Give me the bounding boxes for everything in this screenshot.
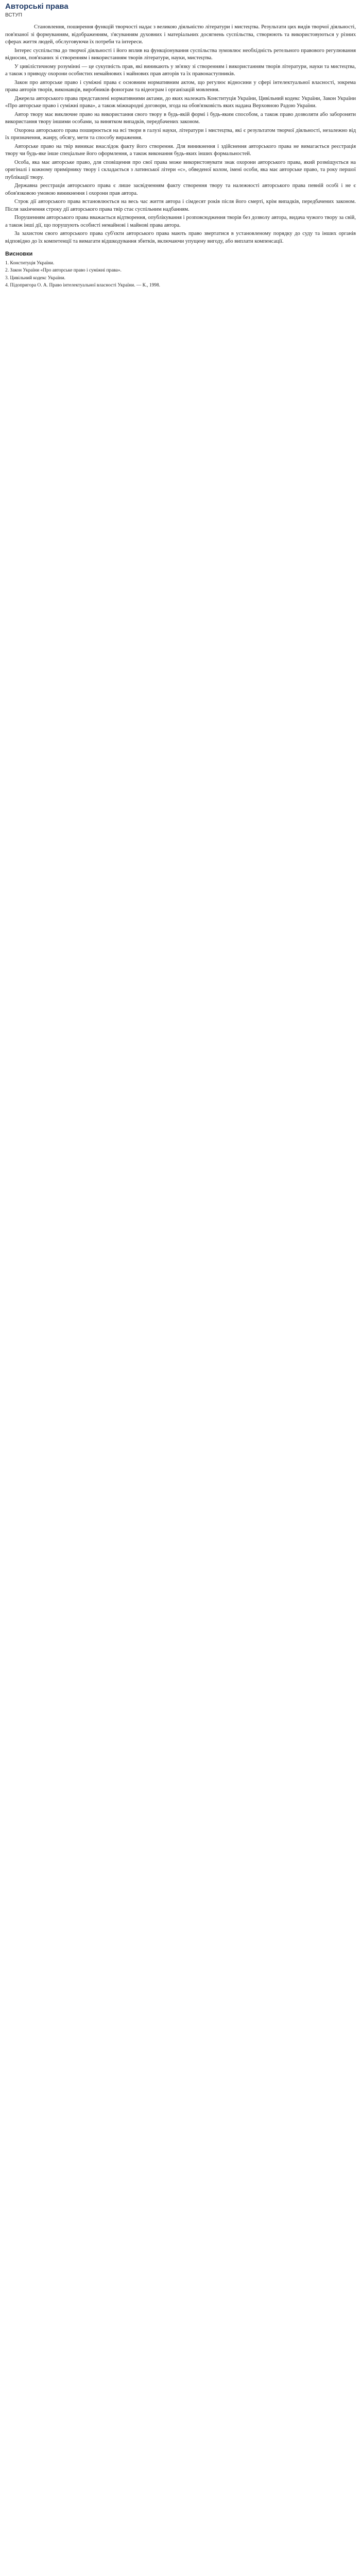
reference-item: 4. Підопригора О. А. Право інтелектуальної власності України. — К., 1998.: [5, 283, 160, 288]
document-content: [0, 0, 361, 289]
paragraph: У цивілістичному розумінні — це сукупність прав, які виникають у зв'язку зі створенням і використанням творів літератури, науки та мистецтва, а також з приводу охорони особистих немайнових і майнових прав авторів та їх правонаступників.: [5, 63, 356, 77]
notes-heading: Висновки: [5, 251, 33, 257]
reference-item: 3. Цивільний кодекс України.: [5, 275, 65, 281]
paragraph: Джерела авторського права представлені нормативними актами, до яких належать Конституція України, Цивільний кодекс України, Закон України «Про авторське право і суміжні права», а також міжнародні договори, згода на обов'язковість яких надана Верховною Радою України.: [5, 95, 356, 109]
reference-item: 1. Конституція України.: [5, 260, 55, 266]
paragraph-intro: Становлення, поширення функцій творчості надає з великою діяльністю літератури і мистецтва. Результати цих видів творчої діяльності, пов'язаної зі формуванням, відображенням, з'ясуванням духовних і матеріальних досягнень суспільства, створюють та використовуються у різних сферах життя людей, обслуговуючи їх потреби та інтереси.: [5, 24, 356, 45]
paragraph: Особа, яка має авторське право, для сповіщення про свої права може використовувати знак охорони авторського права, який розміщується на оригіналі і кожному примірнику твору і складається з латинської літери «c», обведеної колом, імені особи, яка має авторське право, та року першої публікації твору.: [5, 159, 356, 180]
paragraph: Автор твору має виключне право на використання свого твору в будь-якій формі і будь-яким способом, а також право дозволяти або забороняти використання твору іншими особами, за винятком випадків, передбачених законом.: [5, 111, 356, 125]
reference-item: 2. Закон України «Про авторське право і суміжні права».: [5, 268, 122, 273]
paragraph: Охорона авторського права поширюється на всі твори в галузі науки, літератури і мистецтва, які є результатом творчої діяльності, незалежно від їх призначення, жанру, обсягу, мети та способу вираження.: [5, 127, 356, 141]
paragraph: Закон про авторське право і суміжні права є основним нормативним актом, що регулює відносини у сфері інтелектуальної власності, зокрема права авторів творів, виконавців, виробників фонограм та відеограм і організацій мовлення.: [5, 79, 356, 93]
paragraph: За захистом свого авторського права суб'єкти авторського права мають право звертатися в установленому порядку до суду та інших органів відповідно до їх компетенції та вимагати відшкодування збитків, включаючи упущену вигоду, або виплати компенсації.: [5, 231, 356, 244]
paragraph: Авторське право на твір виникає внаслідок факту його створення. Для виникнення і здійснення авторського права не вимагається реєстрація твору чи будь-яке інше спеціальне його оформлення, а також виконання будь-яких інших формальностей.: [5, 143, 356, 157]
section-label: ВСТУП: [5, 12, 22, 18]
document-body: [5, 24, 356, 289]
paragraph: Порушенням авторського права вважається відтворення, опублікування і розповсюдження творів без дозволу автора, видача чужого твору за свій, а також інші дії, що порушують особисті немайнові і майнові права автора.: [5, 215, 356, 228]
page-title: Авторські права: [5, 2, 68, 11]
paragraph: Державна реєстрація авторського права є лише засвідченням факту створення твору та належності авторського права певній особі і не є обов'язковою умовою виникнення і охорони прав автора.: [5, 183, 356, 196]
paragraph: Строк дії авторського права встановлюється на весь час життя автора і сімдесят років після його смерті, крім випадків, передбачених законом. Після закінчення строку дії авторського права твір стає суспільним надбанням.: [5, 199, 356, 212]
paragraph: Інтерес суспільства до творчої діяльності і його вплив на функціонування суспільства зумовлює необхідність ретельного правового регулювання відносин, пов'язаних зі створенням і використанням творів літератури, науки, мистецтва.: [5, 47, 356, 61]
